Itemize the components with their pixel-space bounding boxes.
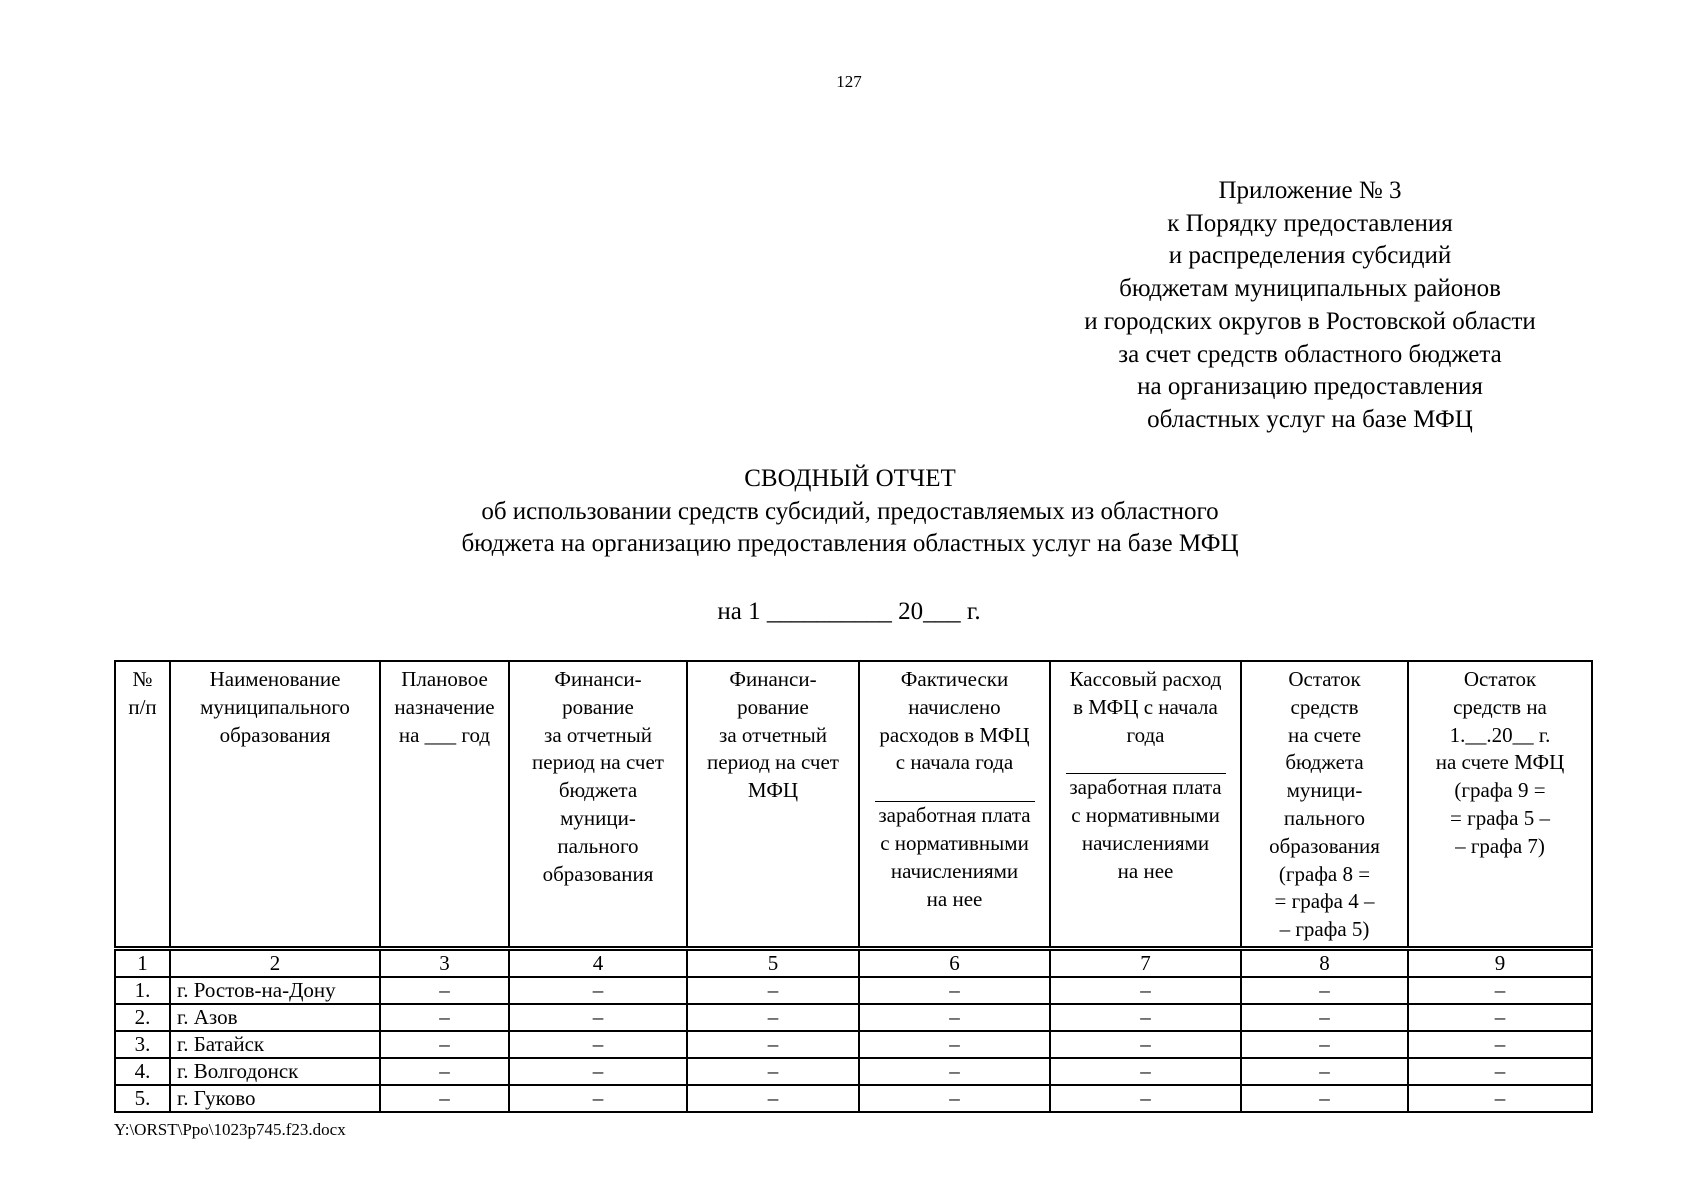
header-text-line: Фактически (900, 667, 1009, 691)
value-cell: – (687, 977, 859, 1004)
table-row (115, 1085, 1592, 1112)
column-header-9 (1408, 661, 1592, 948)
header-text-line: рование (562, 694, 634, 719)
column-number-cell: 9 (1408, 948, 1592, 977)
appendix-line: областных услуг на базе МФЦ (1147, 405, 1473, 433)
header-text-line: с нормативными (880, 830, 1029, 855)
column-numbers-row (115, 948, 1592, 977)
table-row (115, 1031, 1592, 1058)
header-text-line: муниципального (200, 694, 350, 719)
row-number-cell: 4. (115, 1058, 170, 1085)
header-divider-rule (1066, 749, 1226, 774)
report-subtitle-line: об использовании средств субсидий, предоставляемых из областного (481, 497, 1219, 525)
header-text-line: на нее (1117, 858, 1174, 883)
value-cell: – (1408, 1031, 1592, 1058)
header-text-line: расходов в МФЦ (879, 722, 1030, 747)
appendix-line: бюджетам муниципальных районов (1119, 275, 1501, 303)
header-text-line: в МФЦ с начала (1073, 694, 1218, 719)
value-cell: – (509, 977, 687, 1004)
header-text-line: средств на (1453, 694, 1547, 719)
table-header-row (115, 661, 1592, 948)
column-header-3 (380, 661, 509, 948)
header-text-line: на ___ год (398, 722, 491, 747)
report-title: СВОДНЫЙ ОТЧЕТ (744, 465, 956, 492)
municipality-name-cell: г. Волгодонск (170, 1058, 380, 1085)
header-text-line: с начала года (895, 750, 1014, 775)
header-text-line: на счете МФЦ (1435, 750, 1565, 775)
header-text-line: пального (557, 833, 639, 858)
value-cell: – (687, 1004, 859, 1031)
value-cell: – (1241, 1085, 1408, 1112)
value-cell: – (380, 1058, 509, 1085)
value-cell: – (509, 1031, 687, 1058)
header-text-line: заработная плата (878, 803, 1031, 828)
value-cell: – (1408, 1085, 1592, 1112)
value-cell: – (687, 1058, 859, 1085)
value-cell: – (1408, 1058, 1592, 1085)
appendix-line: и городских округов в Ростовской области (1084, 307, 1536, 335)
header-text-line: Кассовый расход (1069, 667, 1222, 691)
report-title-block (250, 463, 1450, 561)
header-text-line: начислениями (890, 858, 1019, 883)
report-date-line: на 1 __________ 20___ г. (717, 598, 981, 625)
header-text-line: за отчетный (544, 722, 652, 747)
header-text-line: Плановое (401, 667, 488, 691)
header-text-line: Остаток (1463, 667, 1537, 691)
value-cell: – (380, 1031, 509, 1058)
value-cell: – (687, 1031, 859, 1058)
value-cell: – (859, 1058, 1050, 1085)
header-text-line: 1.__.20__ г. (1449, 722, 1551, 747)
row-number-cell: 5. (115, 1085, 170, 1112)
header-text-line: рование (737, 694, 809, 719)
header-text-line: – графа 7) (1455, 833, 1545, 858)
value-cell: – (1241, 977, 1408, 1004)
header-text-line: заработная плата (1069, 775, 1222, 800)
value-cell: – (1050, 1031, 1241, 1058)
header-text-line: Финанси- (554, 667, 642, 691)
value-cell: – (859, 1085, 1050, 1112)
table-row (115, 977, 1592, 1004)
value-cell: – (859, 1031, 1050, 1058)
header-text-line: года (1126, 722, 1165, 747)
header-text-line: средств (1290, 694, 1359, 719)
appendix-line: на организацию предоставления (1137, 373, 1483, 401)
column-number-cell: 6 (859, 948, 1050, 977)
value-cell: – (509, 1085, 687, 1112)
header-text-line: за отчетный (719, 722, 827, 747)
value-cell: – (380, 1085, 509, 1112)
header-text-line: бюджета (1285, 750, 1364, 775)
column-number-cell: 1 (115, 948, 170, 977)
column-number-cell: 7 (1050, 948, 1241, 977)
column-number-cell: 2 (170, 948, 380, 977)
value-cell: – (1050, 1085, 1241, 1112)
header-text-line: на нее (926, 886, 983, 911)
header-text-line: начислено (908, 694, 1001, 719)
header-text-line: период на счет (532, 750, 664, 775)
row-number-cell: 1. (115, 977, 170, 1004)
header-text-line: п/п (128, 694, 157, 719)
column-number-cell: 8 (1241, 948, 1408, 977)
value-cell: – (1241, 1031, 1408, 1058)
header-divider-rule (875, 777, 1035, 802)
column-header-8 (1241, 661, 1408, 948)
value-cell: – (1241, 1058, 1408, 1085)
appendix-line: к Порядку предоставления (1167, 209, 1453, 237)
header-text-line: (графа 9 = (1454, 778, 1546, 803)
column-header-1 (115, 661, 170, 948)
value-cell: – (509, 1004, 687, 1031)
value-cell: – (1050, 1058, 1241, 1085)
column-header-2 (170, 661, 380, 948)
value-cell: – (1408, 1004, 1592, 1031)
value-cell: – (687, 1085, 859, 1112)
column-number-cell: 5 (687, 948, 859, 977)
row-number-cell: 2. (115, 1004, 170, 1031)
header-text-line: муници- (560, 805, 636, 830)
appendix-header (1030, 175, 1590, 437)
value-cell: – (1241, 1004, 1408, 1031)
report-subtitle-line: бюджета на организацию предоставления областных услуг на базе МФЦ (461, 530, 1239, 557)
value-cell: – (1050, 1004, 1241, 1031)
header-text-line: Остаток (1288, 667, 1361, 691)
report-table (114, 660, 1593, 1113)
column-header-6 (859, 661, 1050, 948)
header-text-line: образования (1269, 833, 1380, 858)
value-cell: – (859, 977, 1050, 1004)
file-path: Y:\ORST\Ppo\1023p745.f23.docx (114, 1120, 346, 1139)
header-text-line: муници- (1286, 778, 1363, 803)
table-row (115, 1004, 1592, 1031)
header-text-line: начислениями (1081, 830, 1210, 855)
municipality-name-cell: г. Азов (170, 1004, 380, 1031)
column-header-7 (1050, 661, 1241, 948)
header-text-line: период на счет (707, 750, 839, 775)
header-text-line: образования (542, 861, 654, 886)
header-text-line: пального (1283, 805, 1366, 830)
header-text-line: с нормативными (1071, 803, 1220, 828)
table-row (115, 1058, 1592, 1085)
column-number-cell: 4 (509, 948, 687, 977)
header-text-line: бюджета (558, 778, 638, 803)
value-cell: – (1050, 977, 1241, 1004)
municipality-name-cell: г. Ростов-на-Дону (170, 977, 380, 1004)
value-cell: – (859, 1004, 1050, 1031)
column-header-4 (509, 661, 687, 948)
header-text-line: (графа 8 = (1278, 861, 1371, 886)
appendix-line: Приложение № 3 (1218, 177, 1402, 204)
appendix-line: за счет средств областного бюджета (1118, 340, 1502, 368)
value-cell: – (509, 1058, 687, 1085)
value-cell: – (1408, 977, 1592, 1004)
municipality-name-cell: г. Батайск (170, 1031, 380, 1058)
page-number: 127 (836, 72, 862, 91)
column-number-cell: 3 (380, 948, 509, 977)
column-header-5 (687, 661, 859, 948)
header-text-line: – графа 5) (1279, 917, 1370, 942)
row-number-cell: 3. (115, 1031, 170, 1058)
header-text-line: = графа 4 – (1274, 889, 1375, 914)
header-text-line: № (132, 667, 153, 691)
header-text-line: Финанси- (729, 667, 817, 691)
appendix-line: и распределения субсидий (1168, 242, 1452, 270)
header-text-line: образования (219, 722, 331, 747)
header-text-line: назначение (394, 694, 495, 719)
header-text-line: = графа 5 – (1450, 805, 1550, 830)
value-cell: – (380, 977, 509, 1004)
header-text-line: МФЦ (747, 778, 799, 803)
municipality-name-cell: г. Гуково (170, 1085, 380, 1112)
header-text-line: Наименование (209, 667, 341, 691)
value-cell: – (380, 1004, 509, 1031)
header-text-line: на счете (1287, 722, 1362, 747)
